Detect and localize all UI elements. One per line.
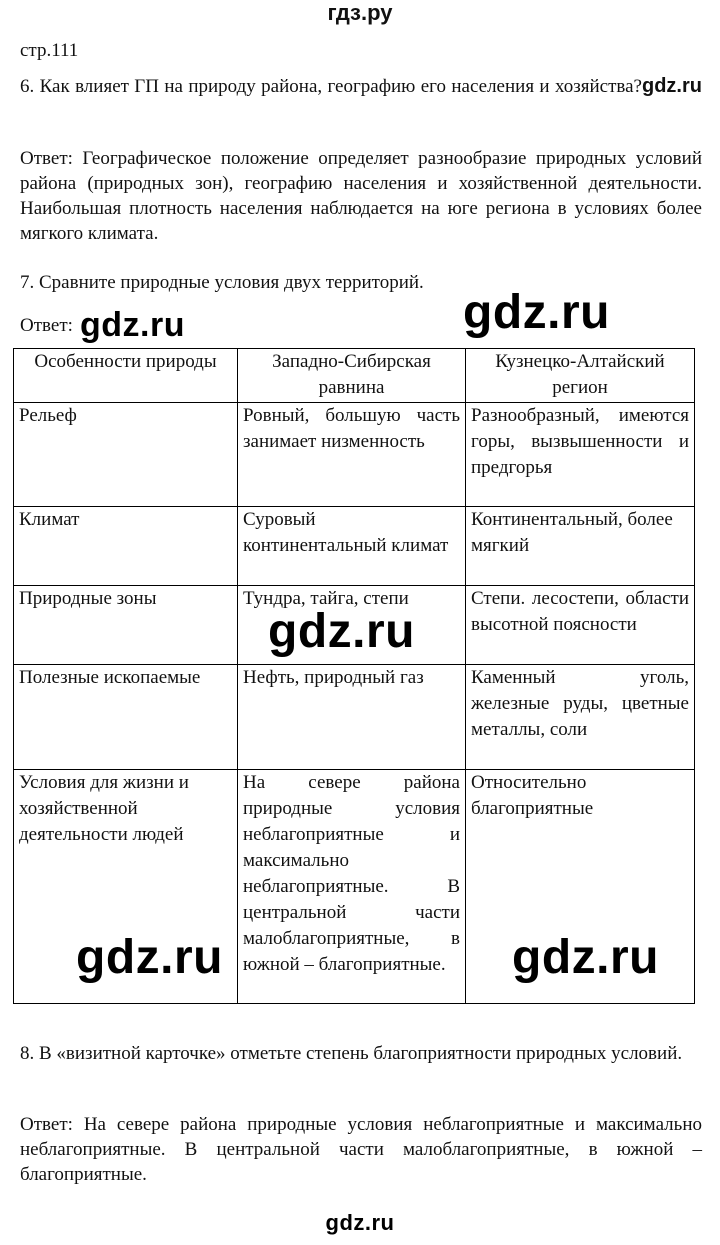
answer-6: Ответ: Географическое положение определяет разнообразие природных условий района (природных зон), географию населения и хозяйственной деятельности. Наибольшая плотность населения наблюдается на юге региона в условиях более мягкого климата. [20,148,702,244]
answer-7-label: Ответ: [20,315,73,336]
inline-watermark: gdz.ru [642,75,702,97]
table-cell: Нефть, природный газ [238,665,466,770]
table-cell: Тундра, тайга, степи [238,586,466,665]
table-cell: Разнообразный, имеются горы, вызвышенности и предгорья [466,403,695,507]
watermark: gdz.ru [80,306,185,344]
table-cell: Суровый континентальный климат [238,507,466,586]
watermark: gdz.ru [463,286,610,339]
comparison-table [13,348,695,1004]
table-cell: Климат [14,507,238,586]
footer-watermark: gdz.ru [325,1210,395,1235]
table-cell: Рельеф [14,403,238,507]
answer-8: Ответ: На севере района природные условия неблагоприятные и максимально неблагоприятные. В центральной части малоблагоприятные, в южной – благоприятные. [20,1114,702,1185]
table-cell: Полезные ископаемые [14,665,238,770]
table-cell: Каменный уголь, железные руды, цветные металлы, соли [466,665,695,770]
question-7: 7. Сравните природные условия двух территорий. [20,272,424,293]
table-row [14,665,695,770]
table-cell: Ровный, большую часть занимает низменность [238,403,466,507]
table-row [14,403,695,507]
table-cell: На севере района природные условия неблагоприятные и максимально неблагоприятные. В центральной части малоблагоприятные, в южной – благоприятные. [238,770,466,1004]
watermark: gdz.ru [268,605,415,658]
watermark: gdz.ru [512,931,659,984]
table-cell: Условия для жизни и хозяйственной деятельности людей [14,770,238,1004]
table-header-cell: Особенности природы [14,349,238,403]
table-header-row [14,349,695,403]
watermark: gdz.ru [76,931,223,984]
page-reference: стр.111 [20,40,79,61]
table-header-cell: Кузнецко-Алтайский регион [466,349,695,403]
table-cell: Степи. лесостепи, области высотной поясности [466,586,695,665]
table-header-cell: Западно-Сибирская равнина [238,349,466,403]
table-cell: Относительно благоприятные [466,770,695,1004]
table-row [14,507,695,586]
table-cell: Континентальный, более мягкий [466,507,695,586]
site-header: гдз.ру [327,0,393,25]
question-6-text: 6. Как влияет ГП на природу района, географию его населения и хозяйства? [20,76,642,97]
question-8: 8. В «визитной карточке» отметьте степень благоприятности природных условий. [20,1043,683,1064]
question-6 [20,74,702,99]
table-cell: Природные зоны [14,586,238,665]
